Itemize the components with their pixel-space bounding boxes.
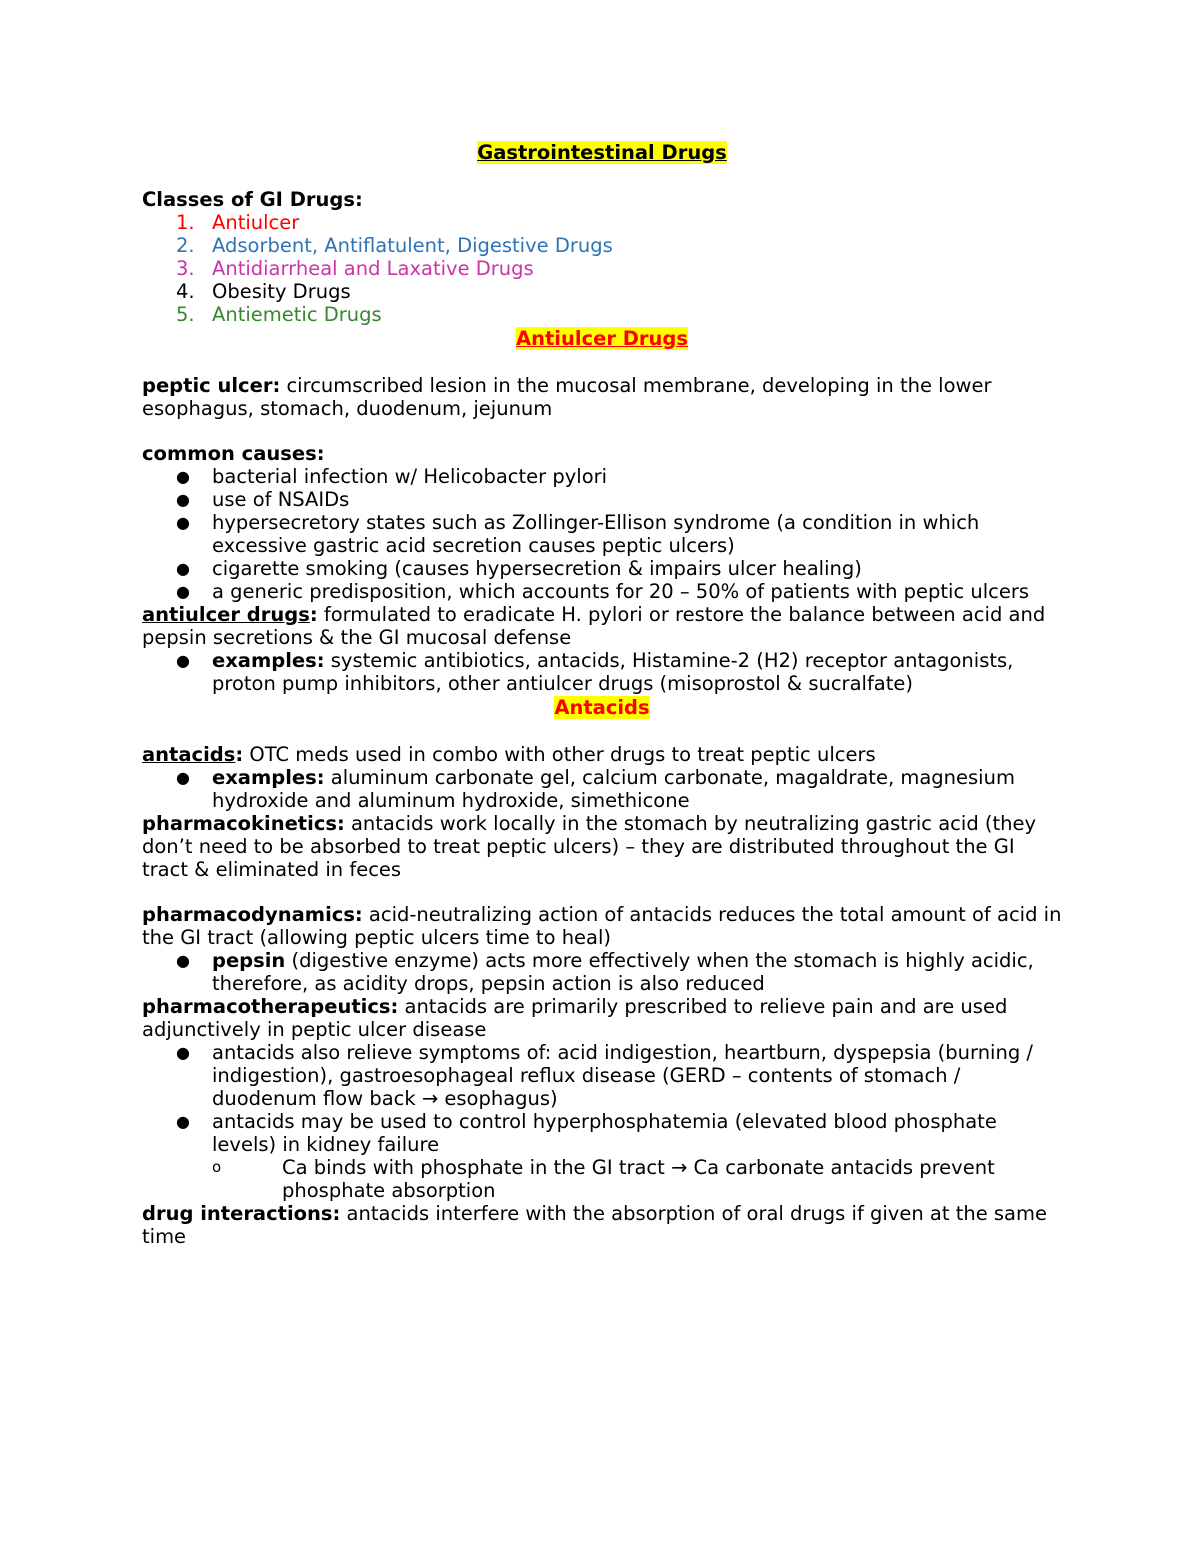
bullet-icon: ● [176,651,190,670]
antiulcer-examples-list [142,649,1062,695]
pharmacodynamics-paragraph: pharmacodynamics: acid-neutralizing action of antacids reduces the total amount of acid in the GI tract (allowing peptic ulcers time to heal) [142,903,1062,949]
list-item: o Ca binds with phosphate in the GI tract → Ca carbonate antacids prevent phosphate absorption [212,1156,995,1202]
pharmacotherapeutics-list [142,1041,1062,1156]
pharmacokinetics-paragraph: pharmacokinetics: antacids work locally in the stomach by neutralizing gastric acid (they don’t need to be absorbed to treat peptic ulcers) – they are distributed throughout the GI tract & eliminated in feces [142,812,1037,881]
list-item: ● antacids may be used to control hyperphosphatemia (elevated blood phosphate levels) in kidney failure [176,1110,997,1156]
bullet-icon: ● [176,768,190,787]
common-causes-label: common causes: [142,442,325,465]
class-item-1: 1. Antiulcer [176,211,300,234]
list-item: ● bacterial infection w/ Helicobacter pylori [176,465,608,488]
list-item: ● use of NSAIDs [176,488,350,511]
antiulcer-drugs-definition: antiulcer drugs: formulated to eradicate H. pylori or restore the balance between acid and pepsin secretions & the GI mucosal defense [142,603,1046,649]
class-item-3: 3. Antidiarrheal and Laxative Drugs [176,257,534,280]
bullet-icon: ● [176,1043,190,1062]
document-content [142,140,1062,1248]
list-item: ● cigarette smoking (causes hypersecretion & impairs ulcer healing) [176,557,862,580]
bullet-icon: ● [176,582,190,601]
drug-interactions-paragraph: drug interactions: antacids interfere with the absorption of oral drugs if given at the same time [142,1202,1047,1248]
antacids-definition: antacids: OTC meds used in combo with other drugs to treat peptic ulcers [142,743,876,766]
circle-bullet-icon: o [212,1158,222,1176]
page-title: Gastrointestinal Drugs [477,141,727,164]
list-item: ● examples: aluminum carbonate gel, calcium carbonate, magaldrate, magnesium hydroxide and aluminum hydroxide, simethicone [176,766,1015,812]
class-item-2: 2. Adsorbent, Antiflatulent, Digestive Drugs [176,234,613,257]
bullet-icon: ● [176,513,190,532]
pharmacodynamics-list [142,949,1062,995]
bullet-icon: ● [176,951,190,970]
bullet-icon: ● [176,1112,190,1131]
bullet-icon: ● [176,467,190,486]
bullet-icon: ● [176,559,190,578]
pharmacotherapeutics-sublist [142,1156,1062,1202]
list-item: ● hypersecretory states such as Zollinger-Ellison syndrome (a condition in which excessive gastric acid secretion causes peptic ulcers) [176,511,980,557]
classes-label: Classes of GI Drugs: [142,188,363,211]
antiulcer-heading: Antiulcer Drugs [516,327,688,350]
list-item: ● antacids also relieve symptoms of: acid indigestion, heartburn, dyspepsia (burning / indigestion), gastroesophageal reflux disease (GERD – contents of stomach / duodenum flow back → esophagus) [176,1041,1033,1110]
antacids-heading: Antacids [554,696,650,719]
list-item: ● a generic predisposition, which accounts for 20 – 50% of patients with peptic ulcers [176,580,1030,603]
common-causes-list [142,465,1062,603]
list-item: ● examples: systemic antibiotics, antacids, Histamine-2 (H2) receptor antagonists, proton pump inhibitors, other antiulcer drugs (misoprostol & sucralfate) [176,649,1014,695]
classes-list [142,211,1062,326]
class-item-5: 5. Antiemetic Drugs [176,303,382,326]
peptic-ulcer-definition: peptic ulcer: circumscribed lesion in the mucosal membrane, developing in the lower esophagus, stomach, duodenum, jejunum [142,374,992,420]
bullet-icon: ● [176,490,190,509]
list-item: ● pepsin (digestive enzyme) acts more effectively when the stomach is highly acidic, therefore, as acidity drops, pepsin action is also reduced [176,949,1034,995]
class-item-4: 4. Obesity Drugs [176,280,351,303]
antacids-examples-list [142,766,1062,812]
pharmacotherapeutics-paragraph: pharmacotherapeutics: antacids are primarily prescribed to relieve pain and are used adjunctively in peptic ulcer disease [142,995,1008,1041]
